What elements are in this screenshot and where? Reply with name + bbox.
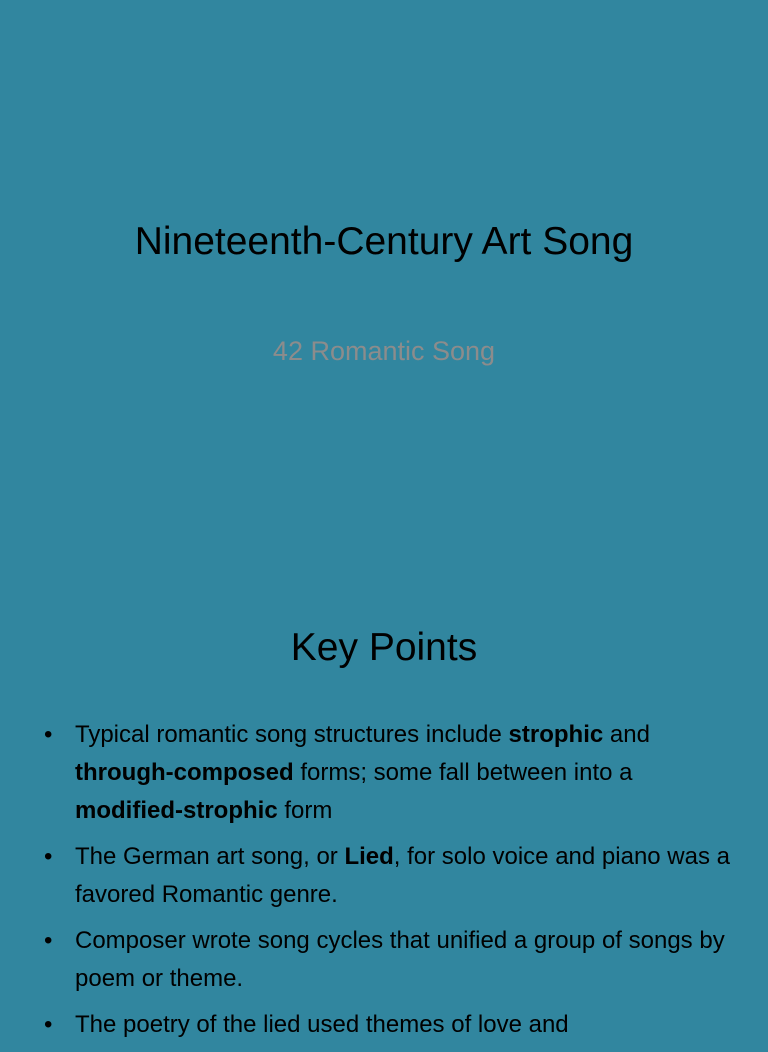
bullet-text-segment: and	[603, 721, 650, 748]
bullet-dot: •	[44, 721, 53, 748]
key-points-title: Key Points	[290, 626, 478, 669]
slide-title: Nineteenth-Century Art Song	[134, 220, 634, 263]
bullet-text-segment: Composer wrote song cycles that unified a group of songs by poem or theme.	[75, 927, 725, 992]
bullet-dot: •	[44, 1011, 53, 1038]
bullet-item-structures	[44, 716, 734, 830]
bullet-text-segment: forms; some fall between into a	[293, 759, 633, 786]
bullet-text-segment: Typical romantic song structures include	[75, 721, 509, 748]
bullet-text	[75, 721, 650, 824]
bullet-text-segment: The poetry of the lied used themes of love and	[75, 1011, 569, 1038]
bullet-item-lied	[44, 838, 734, 914]
bullet-dot: •	[44, 843, 53, 870]
key-points-slide	[0, 576, 768, 1038]
bullet-text-segment: The German art song, or	[75, 843, 345, 870]
bullet-text	[75, 1011, 569, 1038]
bullet-text-bold-through-composed: through-composed	[75, 759, 294, 786]
bullet-item-poetry	[44, 1006, 734, 1044]
bullet-text-bold-strophic: strophic	[508, 721, 604, 748]
bullet-text-segment: , for solo voice and piano was a favored Romantic genre.	[75, 843, 730, 908]
bullet-text-bold-modified-strophic: modified-strophic	[75, 797, 278, 824]
bullet-text	[75, 843, 730, 908]
bullet-text-segment: form	[277, 797, 333, 824]
bullet-text-bold-lied: Lied	[344, 843, 394, 870]
slide-subtitle: 42 Romantic Song	[272, 336, 496, 366]
key-points-list	[44, 716, 734, 1052]
bullet-text	[75, 927, 725, 992]
bullet-dot: •	[44, 927, 53, 954]
bullet-item-song-cycles	[44, 922, 734, 998]
